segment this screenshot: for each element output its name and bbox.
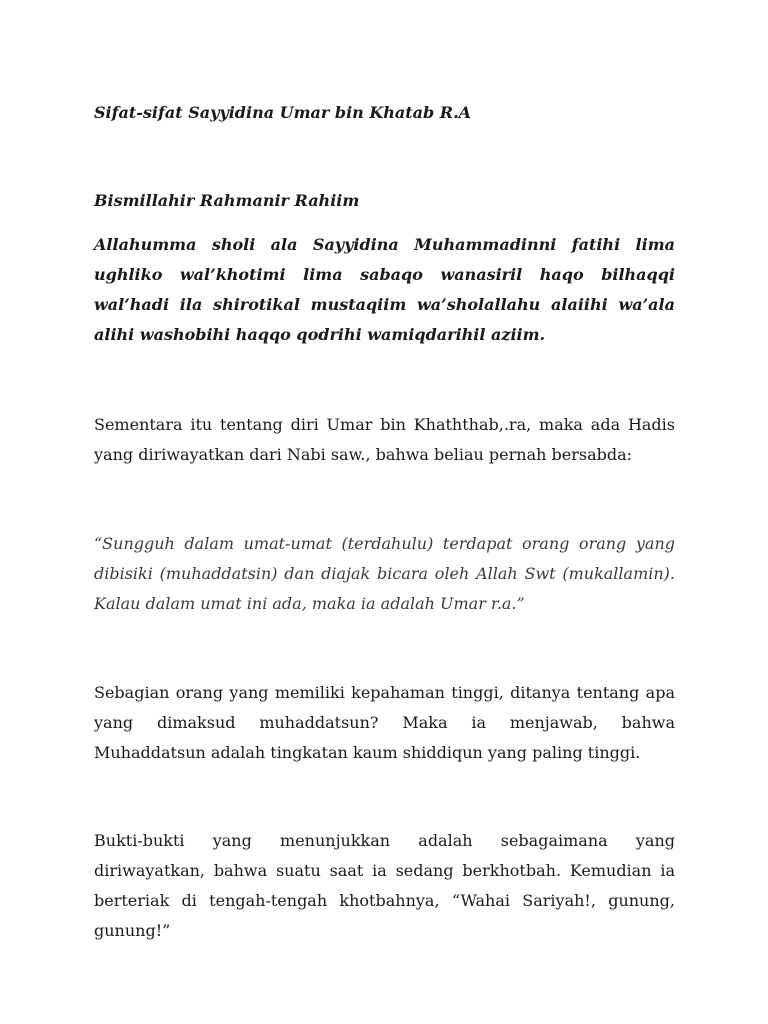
evidence-paragraph: Bukti-bukti yang menunjukkan adalah sebagaimana yang diriwayatkan, bahwa suatu saat ia sedang berkhotbah. Kemudian ia berteriak di tengah-tengah khotbahnya, “Wahai Sariyah!, gunung, gunung!” bbox=[94, 831, 675, 940]
muhaddatsun-paragraph: Sebagian orang yang memiliki kepahaman tinggi, ditanya tentang apa yang dimaksud muhaddatsun? Maka ia menjawab, bahwa Muhaddatsun adalah tingkatan kaum shiddiqun yang paling tinggi. bbox=[94, 683, 675, 762]
basmala-heading: Bismillahir Rahmanir Rahiim bbox=[94, 191, 360, 210]
hadith-quote: “Sungguh dalam umat-umat (terdahulu) terdapat orang orang yang dibisiki (muhaddatsin) dan diajak bicara oleh Allah Swt (mukallamin). Kalau dalam umat ini ada, maka ia adalah Umar r.a.” bbox=[94, 534, 675, 613]
intro-paragraph: Sementara itu tentang diri Umar bin Khaththab,.ra, maka ada Hadis yang diriwayatkan dari Nabi saw., bahwa beliau pernah bersabda: bbox=[94, 415, 675, 464]
document-title: Sifat-sifat Sayyidina Umar bin Khatab R.A bbox=[94, 103, 472, 122]
prayer-paragraph: Allahumma sholi ala Sayyidina Muhammadinni fatihi lima ughliko wal’khotimi lima sabaqo wanasiril haqo bilhaqqi wal’hadi ila shirotikal mustaqiim wa’sholallahu alaiihi wa’ala alihi washobihi haqqo qodrihi wamiqdarihil aziim. bbox=[94, 235, 675, 344]
